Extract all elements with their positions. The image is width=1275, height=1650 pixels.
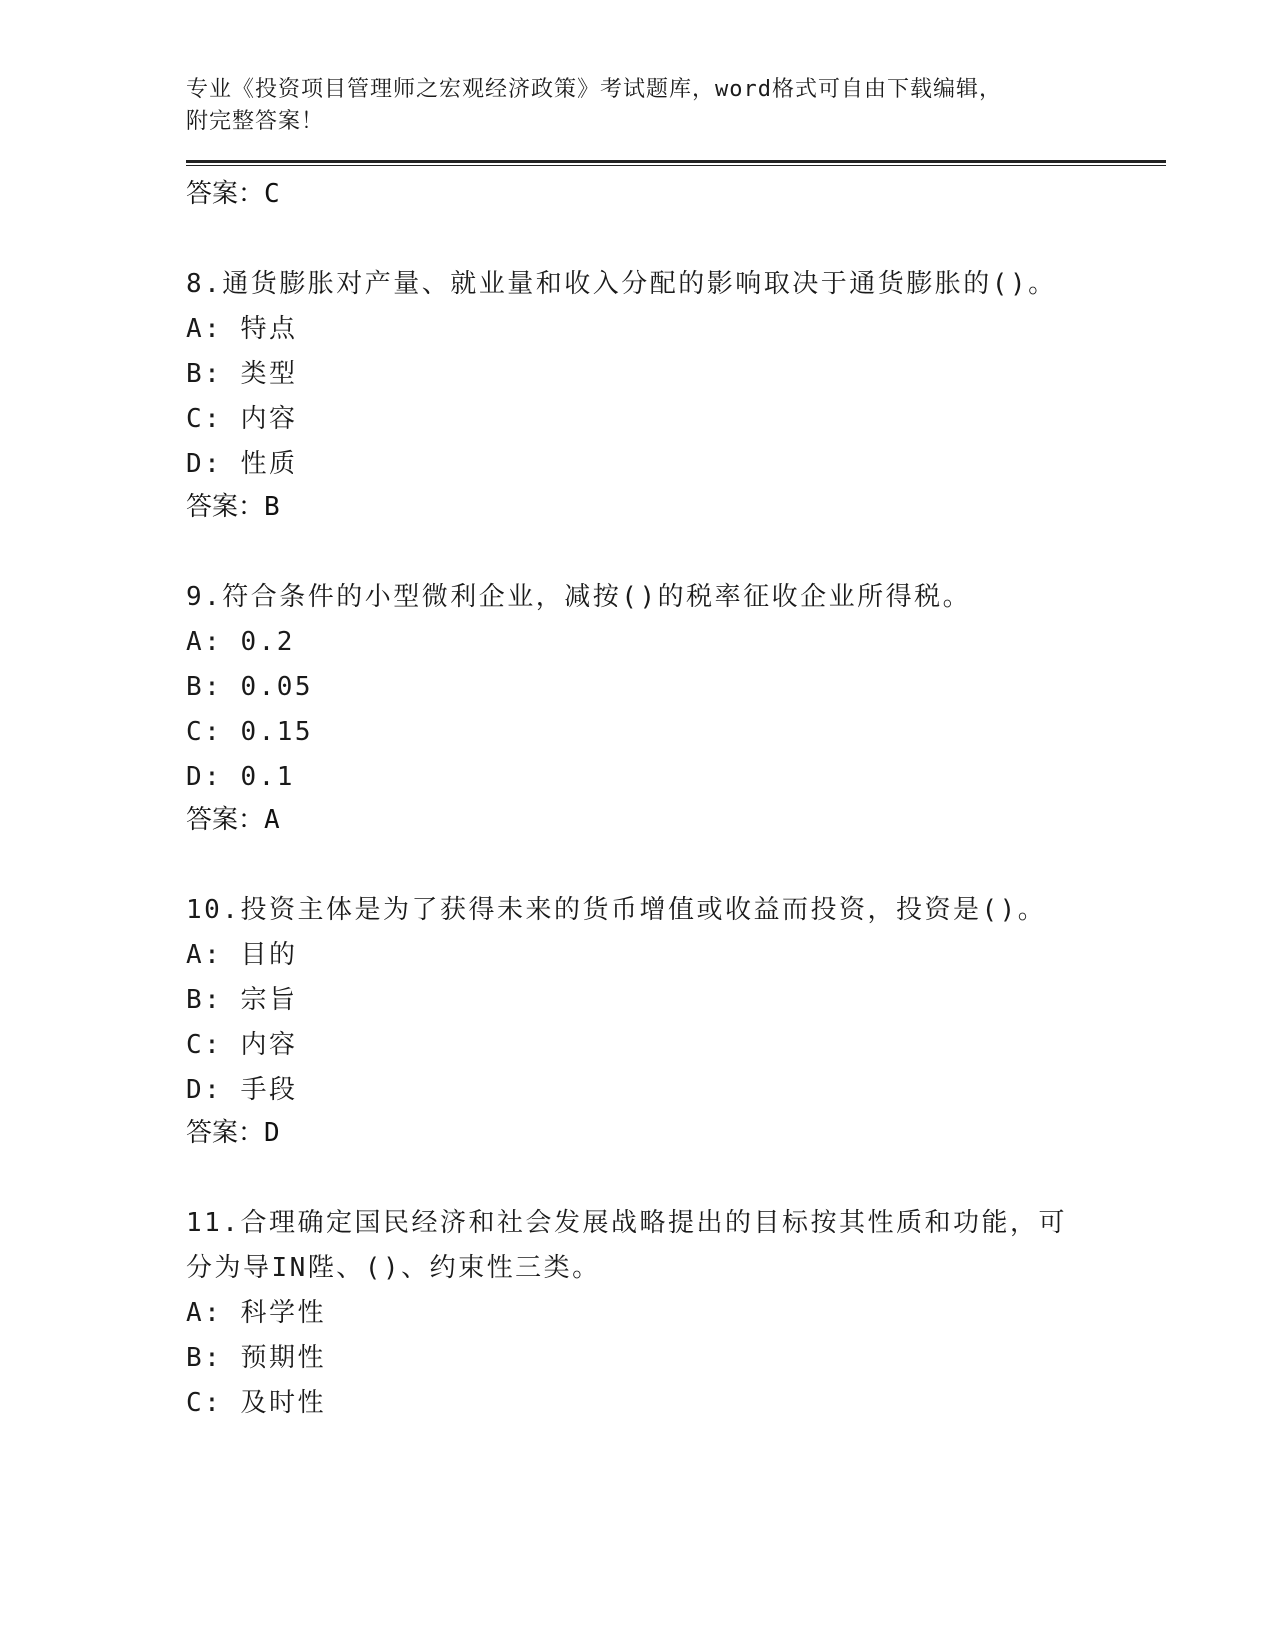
answer-value: B	[264, 492, 280, 522]
question-stem: 8.通货膨胀对产量、就业量和收入分配的影响取决于通货膨胀的()。	[186, 269, 1057, 299]
question-stem-line-2: 分为导IN陛、()、约束性三类。	[186, 1253, 601, 1283]
option-c: C: 0.15	[186, 717, 314, 747]
option-c: C: 内容	[186, 1030, 298, 1060]
divider-thin-line	[186, 165, 1166, 166]
option-d: D: 0.1	[186, 762, 295, 792]
carryover-answer	[186, 176, 1166, 212]
option-a: A: 目的	[186, 940, 298, 970]
option-c: C: 及时性	[186, 1388, 326, 1418]
option-b: B: 类型	[186, 359, 298, 389]
question-answer	[186, 1115, 1166, 1151]
question-9	[186, 575, 1166, 838]
option-a: A: 科学性	[186, 1298, 326, 1328]
question-stem: 9.符合条件的小型微利企业，减按()的税率征收企业所得税。	[186, 582, 972, 612]
option-d: D: 手段	[186, 1075, 298, 1105]
answer-label: 答案：	[186, 179, 265, 209]
question-answer	[186, 802, 1166, 838]
question-8	[186, 262, 1166, 525]
answer-label: 答案：	[186, 492, 265, 522]
answer-value: C	[264, 179, 280, 209]
answer-value: A	[264, 805, 280, 835]
answer-label: 答案：	[186, 1118, 265, 1148]
option-d: D: 性质	[186, 449, 298, 479]
question-11	[186, 1201, 1166, 1426]
answer-label: 答案：	[186, 805, 265, 835]
option-a: A: 0.2	[186, 627, 295, 657]
option-b: B: 宗旨	[186, 985, 298, 1015]
question-stem: 10.投资主体是为了获得未来的货币增值或收益而投资，投资是()。	[186, 895, 1047, 925]
header-line-1: 专业《投资项目管理师之宏观经济政策》考试题库，word格式可自由下载编辑，	[186, 77, 1002, 102]
header-line-2: 附完整答案！	[186, 109, 325, 134]
question-answer	[186, 489, 1166, 525]
document-page	[186, 74, 1166, 1426]
divider-thick-line	[186, 160, 1166, 163]
option-a: A: 特点	[186, 314, 298, 344]
option-c: C: 内容	[186, 404, 298, 434]
question-stem-line-1: 11.合理确定国民经济和社会发展战略提出的目标按其性质和功能，可	[186, 1208, 1067, 1238]
option-b: B: 预期性	[186, 1343, 326, 1373]
question-10	[186, 888, 1166, 1151]
header-divider	[186, 160, 1166, 166]
option-b: B: 0.05	[186, 672, 314, 702]
answer-value: D	[264, 1118, 280, 1148]
